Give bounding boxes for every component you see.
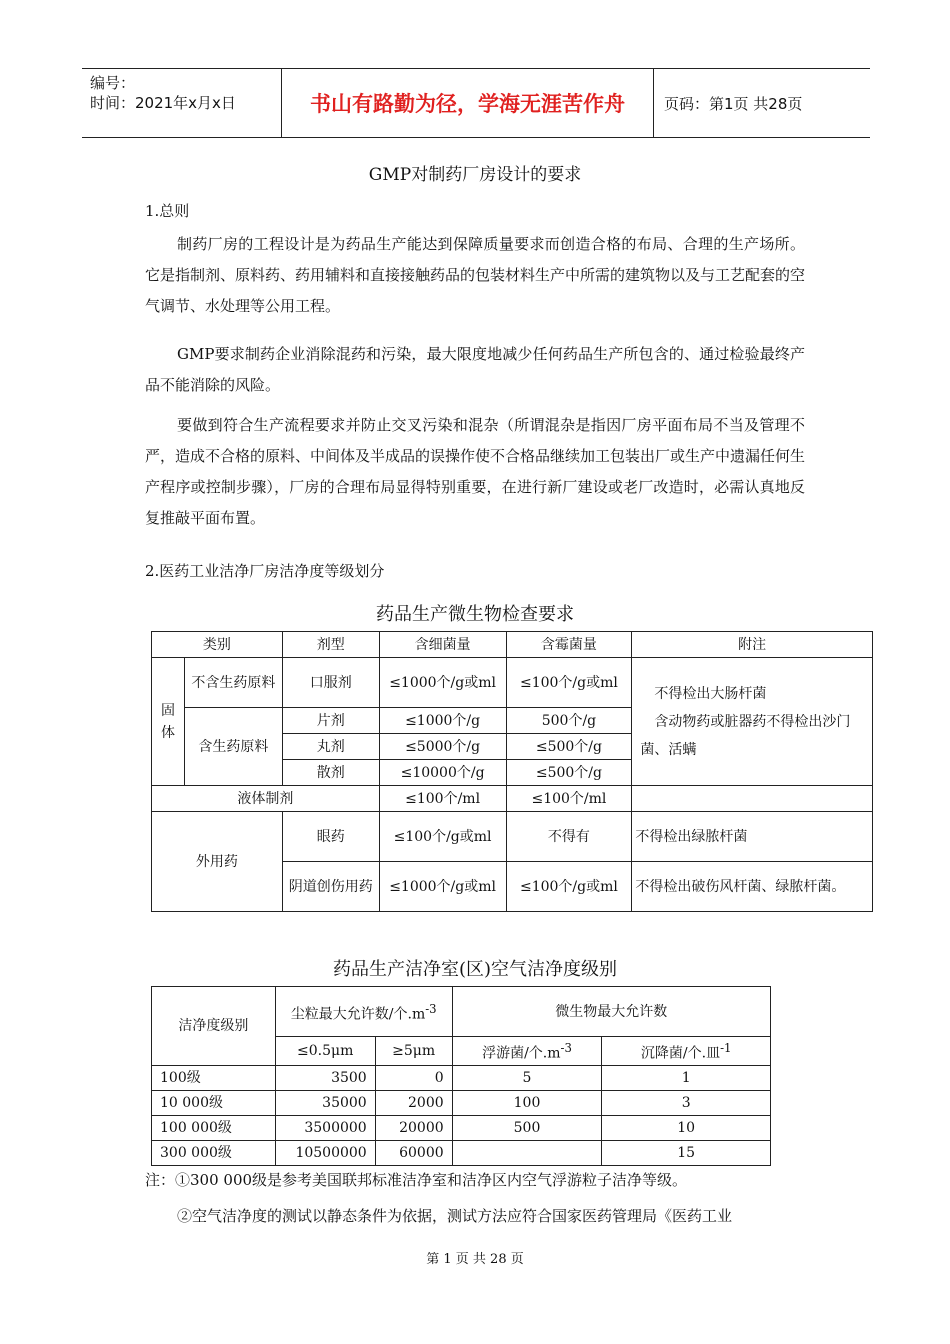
note-cell xyxy=(632,658,873,786)
section-heading-1: 1.总则 xyxy=(145,202,190,220)
table-cell: 300 000级 xyxy=(152,1140,276,1165)
table-row xyxy=(152,786,873,812)
table-row xyxy=(152,987,771,1037)
table-cell: 100级 xyxy=(152,1065,276,1090)
paragraph-2: GMP要求制药企业消除混药和污染，最大限度地减少任何药品生产所包含的、通过检验最终产品不能消除的风险。 xyxy=(145,345,805,394)
table-header: 含细菌量 xyxy=(379,632,506,658)
table-header: ≥5μm xyxy=(375,1037,452,1066)
table-cell: 500个/g xyxy=(506,708,632,734)
table-row xyxy=(152,1140,771,1165)
table-cell: 1 xyxy=(602,1065,771,1090)
unit-superscript: -3 xyxy=(560,1041,572,1055)
table-cell: ≤1000个/g xyxy=(379,708,506,734)
table-cell: ≤1000个/g或ml xyxy=(379,862,506,912)
table-cell: 3 xyxy=(602,1090,771,1115)
table-cell xyxy=(452,1140,602,1165)
table-cell: ≤100个/g或ml xyxy=(506,862,632,912)
category-cell: 含生药原料 xyxy=(184,708,282,786)
table-cell: 散剂 xyxy=(282,760,379,786)
table-cell: 口服剂 xyxy=(282,658,379,708)
table-cell: 20000 xyxy=(375,1115,452,1140)
category-cell: 固体 xyxy=(152,658,185,786)
table-cell: 2000 xyxy=(375,1090,452,1115)
table-header: 含霉菌量 xyxy=(506,632,632,658)
unit-superscript: -3 xyxy=(425,1001,437,1016)
settle-header: 沉降菌/个.皿 xyxy=(640,1045,721,1062)
table-cell: 0 xyxy=(375,1065,452,1090)
paragraph-3: 要做到符合生产流程要求并防止交叉污染和混杂（所谓混杂是指因厂房平面布局不当及管理不严，造成不合格的原料、中间体及半成品的误操作使不合格品继续加工包装出厂或生产中遗漏任何生产程序或控制步骤），厂房的合理布局显得特别重要，在进行新厂建设或老厂改造时，必需认真地反复推敲平面布置。 xyxy=(145,416,806,527)
float-header: 浮游菌/个.m xyxy=(482,1045,561,1062)
table-header: 洁净度级别 xyxy=(152,987,276,1066)
note-cell: 不得检出绿脓杆菌 xyxy=(632,812,873,862)
table-cell: 5 xyxy=(452,1065,602,1090)
table-cell: ≤5000个/g xyxy=(379,734,506,760)
note-2: ②空气洁净度的测试以静态条件为依据，测试方法应符合国家医药管理局《医药工业 xyxy=(177,1207,733,1225)
header-motto: 书山有路勤为径，学海无涯苦作舟 xyxy=(282,69,654,137)
category-cell: 液体制剂 xyxy=(152,786,380,812)
category-cell: 不含生药原料 xyxy=(184,658,282,708)
table-cell: 100 xyxy=(452,1090,602,1115)
note-1: 注：①300 000级是参考美国联邦标准洁净室和洁净区内空气浮游粒子洁净等级。 xyxy=(145,1171,688,1189)
category-cell: 外用药 xyxy=(152,812,283,912)
table-cell: 眼药 xyxy=(282,812,379,862)
page-footer: 第 1 页 共 28 页 xyxy=(426,1252,524,1267)
table-cell: 丸剂 xyxy=(282,734,379,760)
table1-title: 药品生产微生物检查要求 xyxy=(376,604,574,625)
note-line: 含动物药或脏器药不得检出沙门菌、活螨 xyxy=(640,713,851,758)
cleanliness-table xyxy=(151,986,771,1166)
table-cell: 10 xyxy=(602,1115,771,1140)
table-header: 微生物最大允许数 xyxy=(452,987,770,1037)
unit-superscript: -1 xyxy=(720,1041,732,1055)
table-cell: ≤500个/g xyxy=(506,760,632,786)
table-header: ≤0.5μm xyxy=(275,1037,375,1066)
table-cell: 15 xyxy=(602,1140,771,1165)
note-line: 不得检出大肠杆菌 xyxy=(654,685,767,702)
table-header: 附注 xyxy=(632,632,873,658)
header-date: 时间：2021年x月x日 xyxy=(90,94,236,112)
table-header: 类别 xyxy=(152,632,283,658)
table-cell: 10 000级 xyxy=(152,1090,276,1115)
table-cell: ≤1000个/g或ml xyxy=(379,658,506,708)
table-cell: ≤100个/g或ml xyxy=(379,812,506,862)
microbe-table xyxy=(151,631,873,912)
table-cell: 35000 xyxy=(275,1090,375,1115)
table-row xyxy=(152,1065,771,1090)
table-row xyxy=(152,812,873,862)
table-cell: 阴道创伤用药 xyxy=(282,862,379,912)
table-header xyxy=(275,987,452,1037)
table-cell: ≤100个/ml xyxy=(379,786,506,812)
table-cell: ≤100个/ml xyxy=(506,786,632,812)
table-header: 剂型 xyxy=(282,632,379,658)
table-cell: 500 xyxy=(452,1115,602,1140)
table-cell: 3500 xyxy=(275,1065,375,1090)
note-cell: 不得检出破伤风杆菌、绿脓杆菌。 xyxy=(632,862,873,912)
table2-title: 药品生产洁净室(区)空气洁净度级别 xyxy=(332,959,618,980)
document-title: GMP对制药厂房设计的要求 xyxy=(368,165,582,185)
table-cell: 100 000级 xyxy=(152,1115,276,1140)
table-cell: ≤100个/g或ml xyxy=(506,658,632,708)
header-page: 页码：第1页 共28页 xyxy=(664,94,803,113)
paragraph-1: 制药厂房的工程设计是为药品生产能达到保障质量要求而创造合格的布局、合理的生产场所。它是指制剂、原料药、药用辅料和直接接触药品的包装材料生产中所需的建筑物以及与工艺配套的空气调节、水处理等公用工程。 xyxy=(145,235,806,315)
table-cell: 不得有 xyxy=(506,812,632,862)
table-row xyxy=(152,1090,771,1115)
table-header xyxy=(602,1037,771,1066)
table-cell: 片剂 xyxy=(282,708,379,734)
table-row xyxy=(152,658,873,708)
table-header xyxy=(452,1037,602,1066)
header-number: 编号： xyxy=(90,74,136,92)
table-row xyxy=(152,632,873,658)
table-cell: 10500000 xyxy=(275,1140,375,1165)
table-row xyxy=(152,1115,771,1140)
table-cell: 60000 xyxy=(375,1140,452,1165)
table-cell xyxy=(632,786,873,812)
dust-header: 尘粒最大允许数/个.m xyxy=(290,1006,426,1023)
page-header xyxy=(82,68,870,138)
section-heading-2: 2.医药工业洁净厂房洁净度等级划分 xyxy=(145,562,385,580)
table-cell: ≤500个/g xyxy=(506,734,632,760)
header-meta xyxy=(82,69,282,137)
table-cell: 3500000 xyxy=(275,1115,375,1140)
table-cell: ≤10000个/g xyxy=(379,760,506,786)
